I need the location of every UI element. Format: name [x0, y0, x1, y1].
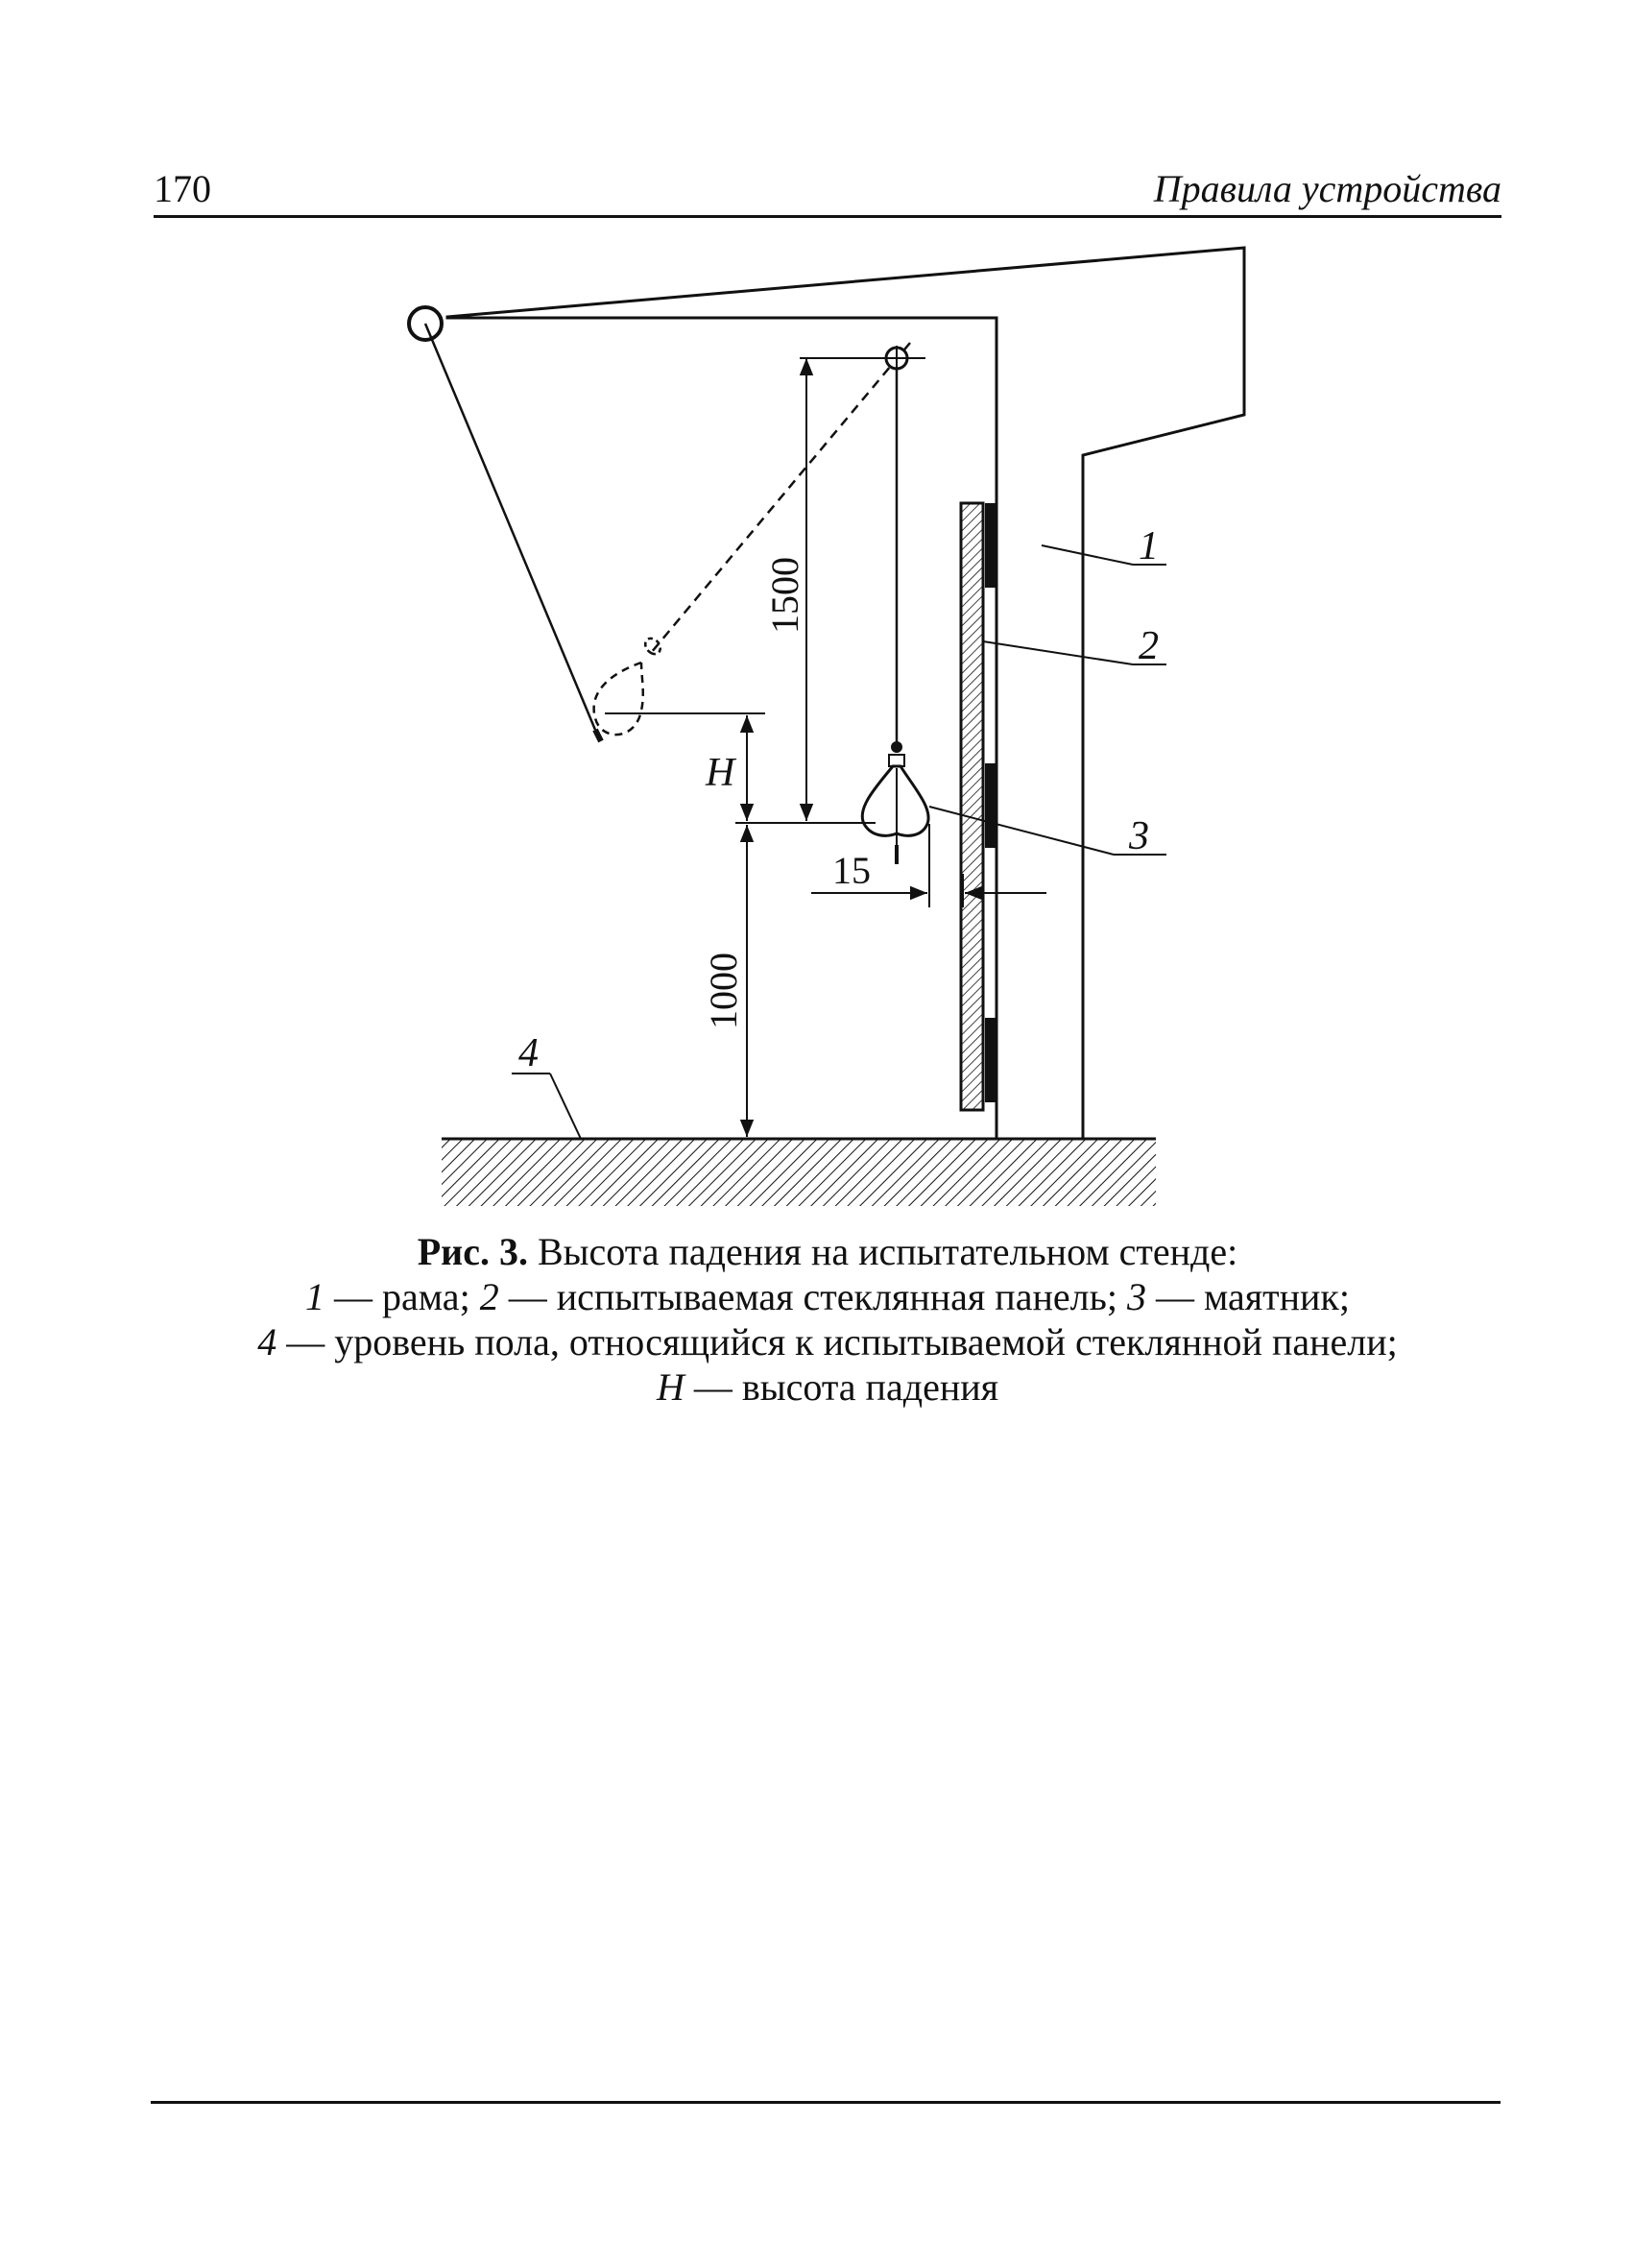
raised-pendulum-cable	[425, 324, 595, 730]
caption-line-1	[154, 1229, 1501, 1274]
clamp-top	[985, 503, 997, 588]
caption-num-4: 4	[257, 1320, 277, 1363]
caption-num-h: H	[656, 1365, 684, 1409]
clamp-bottom	[985, 1018, 997, 1102]
leader-4	[550, 1074, 581, 1139]
dim-label-1000: 1000	[702, 953, 745, 1029]
leader-2	[983, 641, 1133, 664]
raised-pendulum-tip	[595, 730, 601, 741]
callout-1: 1	[1139, 524, 1159, 568]
callout-4: 4	[518, 1031, 539, 1075]
callout-2: 2	[1139, 624, 1159, 668]
rig-frame	[447, 248, 1244, 1139]
caption-num-1: 1	[305, 1275, 325, 1318]
dim-label-h: H	[706, 751, 735, 795]
leader-3	[929, 807, 1114, 855]
caption-num-2: 2	[479, 1275, 499, 1318]
clamp-middle	[985, 763, 997, 848]
glass-panel	[961, 503, 983, 1110]
dim-label-1500: 1500	[763, 557, 806, 634]
pendulum-top-knot	[891, 741, 902, 753]
caption-text-h: — высота падения	[684, 1365, 999, 1409]
pendulum-clamp	[889, 755, 904, 766]
swing-bag-dashed-outline	[594, 663, 643, 735]
caption-text-1: — рама;	[324, 1275, 480, 1318]
leader-1	[1042, 545, 1133, 565]
caption-text-3: — маятник;	[1145, 1275, 1350, 1318]
caption-title: Высота падения на испытательном стенде:	[527, 1230, 1238, 1273]
dim-label-15: 15	[832, 849, 871, 892]
caption-figure-label: Рис. 3.	[417, 1230, 528, 1273]
caption-line-4	[154, 1364, 1501, 1410]
page-number: 170	[154, 167, 211, 210]
footer-rule	[151, 2101, 1501, 2104]
pendulum-bag	[862, 766, 928, 835]
caption-text-2: — испытываемая стеклянная панель;	[498, 1275, 1127, 1318]
caption-num-3: 3	[1126, 1275, 1146, 1318]
running-title: Правила устройства	[1153, 167, 1501, 210]
callout-3: 3	[1129, 814, 1149, 858]
caption-text-4: — уровень пола, относящийся к испытываемой стеклянной панели;	[276, 1320, 1398, 1363]
caption-line-3	[154, 1319, 1501, 1364]
figure-caption	[154, 1229, 1501, 1410]
floor-hatching	[442, 1138, 1156, 1206]
caption-line-2	[154, 1274, 1501, 1319]
